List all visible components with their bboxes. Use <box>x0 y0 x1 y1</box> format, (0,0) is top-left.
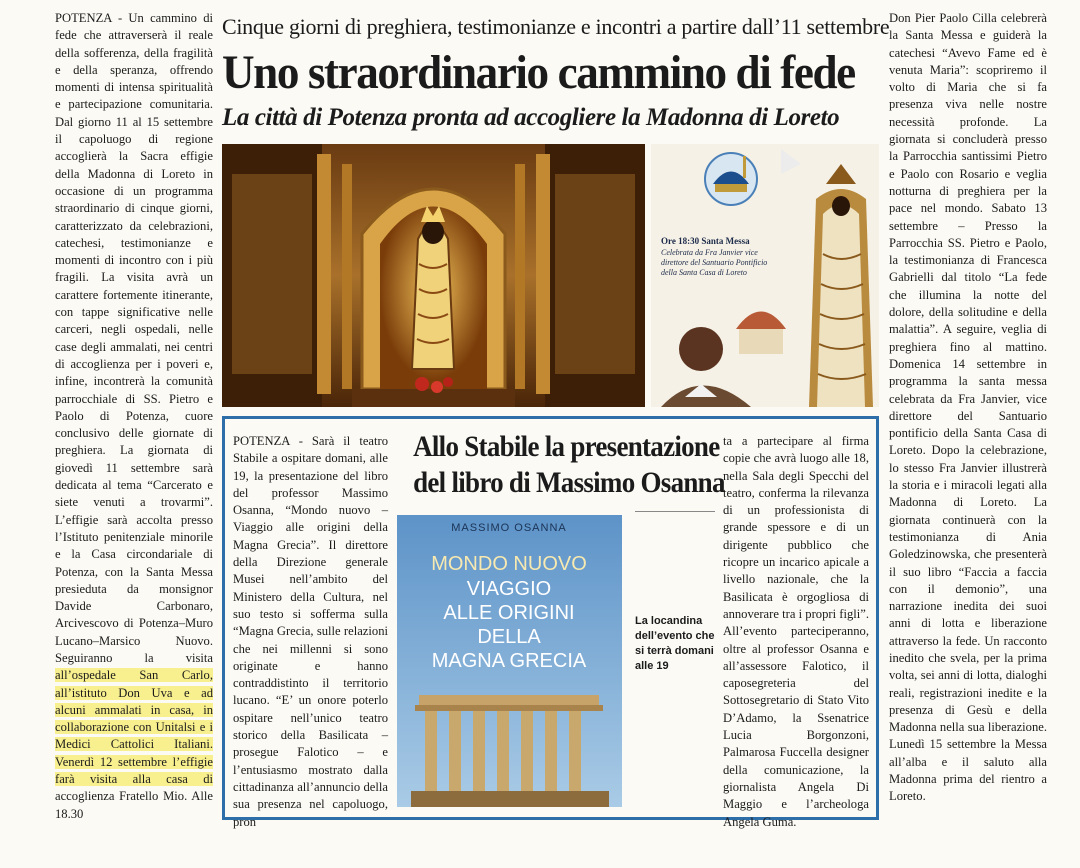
left-article-column <box>55 10 213 823</box>
left-article-tail: accoglienza Fratello Mio. Alle 18.30 <box>55 789 213 821</box>
box-column-3-text: ta a partecipare al firma copie che avrà luogo alle 18, nella Sala degli Specchi del teatro, conferma la rilevanza di un professionista di grande spessore e di un dirigente pubblico che ricopre un incarico apicale a livello nazionale, che la Basilicata è orgogliosa di annoverare tra i propri figli”. All’evento parteciperanno, oltre al professor Osanna e all’assessore Falotico, il caposegreteria del Sottosegretario di Stato Vito D’Adamo, la Ssenatrice Lucia Borgonzoni, Palmarosa Fuccella designer della comunicazione, la giornalista Angela Di Maggio e l’archeologa Angela Guma. <box>723 434 869 829</box>
book-author: MASSIMO OSANNA <box>451 522 567 534</box>
event-poster <box>651 144 879 407</box>
box-title <box>413 429 725 501</box>
shrine-photo <box>222 144 645 407</box>
book-title-1: MONDO NUOVO <box>431 553 587 575</box>
page-title: Uno straordinario cammino di fede <box>222 46 855 99</box>
book-presentation-box <box>222 416 879 829</box>
highlighted-passage: all’ospedale San Carlo, all’istituto Don Uva e ad alcuni ammalati in casa, in collaborazione con Unitalsi e i Medici Cattolici Italiani. Venerdì 12 settembre l’effigie farà visita alla casa di <box>55 668 213 787</box>
poster-text-2: Celebrata da Fra Janvier vice <box>661 248 758 257</box>
box-title-line-2: del libro di Massimo Osanna <box>413 466 725 499</box>
box-column-3 <box>723 433 869 831</box>
poster-text-1: Ore 18:30 Santa Messa <box>661 236 750 246</box>
shrine-illustration <box>222 144 645 407</box>
book-title-4: DELLA <box>477 626 541 648</box>
poster-text-4: della Santa Casa di Loreto <box>661 268 747 277</box>
book-title-2: VIAGGIO <box>466 578 552 600</box>
box-column-1 <box>233 433 388 831</box>
caption-divider <box>635 511 715 512</box>
box-column-1-text: POTENZA - Sarà il teatro Stabile a ospitare domani, alle 19, la presentazione del libro del professor Massimo Osanna, “Mondo nuovo – Viaggio alle origini della Magna Grecia”. Il direttore della Direzione generale Musei nell’ambito del Ministero della Cultura, nel suo testo si sofferma sulla “Magna Grecia, sulle relazioni che nei millenni si sono originate e hanno contraddistinto il territorio lucano. “E’ un onore poterlo ospitare nell’unico teatro storico della Basilicata – prosegue Falotico – e l’entusiasmo mostrato dalla cittadinanza all’annuncio della sua presenza nel capoluogo, pron <box>233 434 388 829</box>
left-article-text <box>55 10 213 823</box>
book-cover-art <box>397 515 622 807</box>
subheadline: La città di Potenza pronta ad accogliere la Madonna di Loreto <box>222 104 840 131</box>
right-article-column <box>889 10 1047 806</box>
book-title-3: ALLE ORIGINI <box>443 602 575 624</box>
right-article-text: Don Pier Paolo Cilla celebrerà la Santa Messa e guiderà la catechesi “Avevo Fame ed è venuta Maria”: scopriremo il volto di Maria che si fa presenza viva nelle nostre necessità profonde. La giornata si concluderà presso la Parrocchia santissimi Pietro e Paolo con Rosario e veglia notturna di preghiera per la pace nel mondo. Sabato 13 settembre – Presso la Parrocchia SS. Pietro e Paolo, la testimonianza di Francesca Gabrielli dal titolo “La fede che illumina la notte del dolore, della solitudine e della malattia”. A seguire, veglia di preghiera fino al mattino. Domenica 14 settembre in programma la santa messa celebrata da Fra Janvier, vice direttore del Santuario pontificio della Santa Casa di Loreto. Dopo la celebrazione, lo stesso Fra Janvier illustrerà la storia e i miracoli legati alla Madonna di Loreto. La giornata continuerà con la testimonianza di Ania Goledzinowska, che presenterà il suo libro “Faccia a faccia con il demonio”, una narrazione inedita dei suoi anni di lotta e liberazione attraverso la fede. Un racconto inedito che svela, per la prima volta, sei anni di lotta, dialoghi reali, registrazioni inedite e la presenza di Gesù e della Madonna nella sua liberazione. Lunedì 15 settembre la Messa all’alba e il saluto alla Madonna prima del rientro a Loreto. <box>889 11 1047 804</box>
poster-text-3: direttore del Santuario Pontificio <box>661 258 768 267</box>
box-title-line-1: Allo Stabile la presentazione <box>413 430 720 463</box>
kicker: Cinque giorni di preghiera, testimonianze e incontri a partire dall’11 settembre <box>222 14 890 39</box>
poster-caption: La locandina dell’evento che si terrà domani alle 19 <box>635 615 715 672</box>
book-cover <box>397 515 622 807</box>
poster-illustration <box>651 144 879 407</box>
left-article-body: POTENZA - Un cammino di fede che attraverserà il reale della sofferenza, della fragilità e della speranza, offrendo momenti di intensa spiritualità e partecipazione comunitaria. Dal giorno 11 al 15 settembre il capoluogo di regione accoglierà la Sacra effigie della Madonna di Loreto in occasione di un programma straordinario di cinque giorni, caratterizzato da celebrazioni, catechesi, testimonianze e momenti di incontro con i più fragili. La visita avrà un carattere fortemente itinerante, con tappe significative nelle carceri, negli ospedali, nelle case degli ammalati, nei centri di accoglienza per i poveri e, infine, incontrerà la comunità parrocchiale di SS. Pietro e Paolo di Potenza, cuore conclusivo delle giornate di preghiera. La giornata di giovedì 11 settembre sarà dedicata al tema “Carcerato e siete venuti a trovarmi”. L’effigie sarà accolta presso l’Istituto penitenziale minorile e la Casa circondariale di Potenza, con la Santa Messa presieduta da monsignor Davide Carbonaro, Arcivescovo di Potenza–Muro Lucano–Marsico Nuovo. Seguiranno la visita <box>55 11 213 665</box>
book-title-5: MAGNA GRECIA <box>431 650 587 672</box>
